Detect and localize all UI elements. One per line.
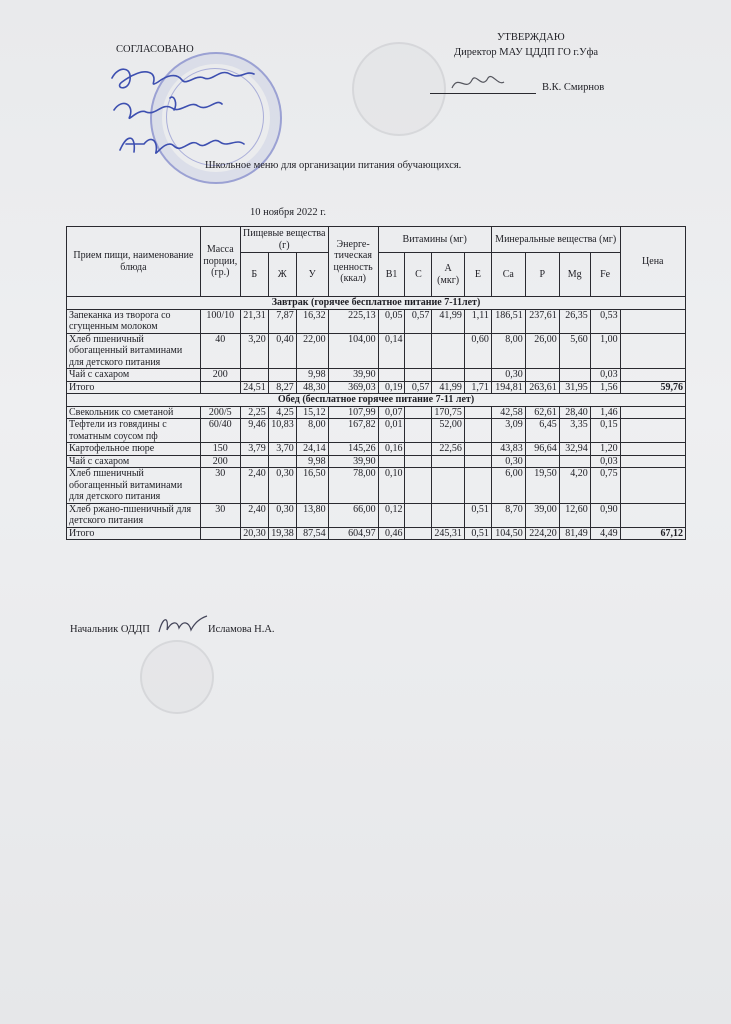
value-cell: 0,57 xyxy=(405,381,432,394)
value-cell: 0,30 xyxy=(491,369,525,382)
table-row xyxy=(67,468,686,504)
value-cell: 16,50 xyxy=(296,468,328,504)
value-cell: 604,97 xyxy=(328,527,378,540)
value-cell xyxy=(405,503,432,527)
value-cell: 2,25 xyxy=(240,406,268,419)
value-cell: 0,90 xyxy=(590,503,620,527)
value-cell xyxy=(464,406,491,419)
header-fat: Ж xyxy=(268,253,296,297)
faint-stamp xyxy=(352,42,446,136)
value-cell: 0,10 xyxy=(378,468,405,504)
value-cell xyxy=(268,369,296,382)
section-header-row xyxy=(67,394,686,407)
value-cell: 42,58 xyxy=(491,406,525,419)
value-cell: 28,40 xyxy=(559,406,590,419)
header-minerals: Минеральные вещества (мг) xyxy=(491,227,620,253)
value-cell: 15,12 xyxy=(296,406,328,419)
value-cell: 6,00 xyxy=(491,468,525,504)
header-protein: Б xyxy=(240,253,268,297)
value-cell: 200 xyxy=(200,455,240,468)
header-p: P xyxy=(525,253,559,297)
value-cell: 104,00 xyxy=(328,333,378,369)
value-cell xyxy=(432,333,465,369)
value-cell: 10,83 xyxy=(268,419,296,443)
value-cell xyxy=(559,455,590,468)
value-cell: 4,49 xyxy=(590,527,620,540)
value-cell: 200/5 xyxy=(200,406,240,419)
approval-right-label: УТВЕРЖДАЮ xyxy=(497,32,565,43)
section-title: Завтрак (горячее бесплатное питание 7-11лет) xyxy=(67,297,686,310)
value-cell: 0,60 xyxy=(464,333,491,369)
value-cell xyxy=(464,455,491,468)
footer-position: Начальник ОДДП xyxy=(70,624,150,635)
value-cell xyxy=(405,455,432,468)
section-title: Обед (бесплатное горячее питание 7-11 лет) xyxy=(67,394,686,407)
value-cell xyxy=(464,419,491,443)
value-cell: 1,00 xyxy=(590,333,620,369)
dish-name-cell: Картофельное пюре xyxy=(67,443,201,456)
value-cell: 43,83 xyxy=(491,443,525,456)
value-cell: 40 xyxy=(200,333,240,369)
value-cell: 4,20 xyxy=(559,468,590,504)
value-cell: 22,56 xyxy=(432,443,465,456)
value-cell xyxy=(620,333,685,369)
value-cell: 96,64 xyxy=(525,443,559,456)
value-cell: 104,50 xyxy=(491,527,525,540)
footer-signature xyxy=(155,612,211,638)
dish-name-cell: Хлеб пшеничный обогащенный витаминами для детского питания xyxy=(67,468,201,504)
value-cell: 263,61 xyxy=(525,381,559,394)
value-cell: 1,20 xyxy=(590,443,620,456)
value-cell: 224,20 xyxy=(525,527,559,540)
faint-stamp-bottom xyxy=(140,640,214,714)
value-cell: 8,00 xyxy=(491,333,525,369)
value-cell: 31,95 xyxy=(559,381,590,394)
header-price: Цена xyxy=(620,227,685,297)
header-vit-b1: B1 xyxy=(378,253,405,297)
value-cell: 22,00 xyxy=(296,333,328,369)
value-cell: 41,99 xyxy=(432,381,465,394)
header-nutrients: Пищевые вещества (г) xyxy=(240,227,328,253)
value-cell xyxy=(620,309,685,333)
value-cell: 24,51 xyxy=(240,381,268,394)
approval-left-label: СОГЛАСОВАНО xyxy=(116,44,194,55)
value-cell xyxy=(405,527,432,540)
value-cell: 39,90 xyxy=(328,369,378,382)
total-row xyxy=(67,381,686,394)
table-row xyxy=(67,503,686,527)
value-cell xyxy=(240,369,268,382)
header-meal: Прием пищи, наименование блюда xyxy=(67,227,201,297)
value-cell: 0,46 xyxy=(378,527,405,540)
header-carbs: У xyxy=(296,253,328,297)
handwritten-signature xyxy=(100,58,275,168)
dish-name-cell: Тефтели из говядины с томатным соусом пф xyxy=(67,419,201,443)
value-cell: 7,87 xyxy=(268,309,296,333)
value-cell: 8,27 xyxy=(268,381,296,394)
dish-name-cell: Свекольник со сметаной xyxy=(67,406,201,419)
value-cell: 26,00 xyxy=(525,333,559,369)
value-cell: 81,49 xyxy=(559,527,590,540)
value-cell: 30 xyxy=(200,503,240,527)
value-cell: 0,57 xyxy=(405,309,432,333)
value-cell: 0,30 xyxy=(268,503,296,527)
dish-name-cell: Чай с сахаром xyxy=(67,455,201,468)
value-cell: 225,13 xyxy=(328,309,378,333)
value-cell: 24,14 xyxy=(296,443,328,456)
value-cell: 9,98 xyxy=(296,369,328,382)
value-cell xyxy=(432,468,465,504)
value-cell: 87,54 xyxy=(296,527,328,540)
value-cell: 0,15 xyxy=(590,419,620,443)
total-row xyxy=(67,527,686,540)
value-cell: 41,99 xyxy=(432,309,465,333)
value-cell: 16,32 xyxy=(296,309,328,333)
value-cell: 78,00 xyxy=(328,468,378,504)
value-cell xyxy=(464,369,491,382)
value-cell xyxy=(378,369,405,382)
value-cell: 0,05 xyxy=(378,309,405,333)
value-cell: 107,99 xyxy=(328,406,378,419)
header-ca: Ca xyxy=(491,253,525,297)
value-cell: 0,30 xyxy=(491,455,525,468)
menu-table xyxy=(66,226,686,540)
approval-right-position: Директор МАУ ЦДДП ГО г.Уфа xyxy=(454,47,599,58)
dish-name-cell: Чай с сахаром xyxy=(67,369,201,382)
dish-name-cell: Итого xyxy=(67,381,201,394)
value-cell: 3,09 xyxy=(491,419,525,443)
approval-right-name: В.К. Смирнов xyxy=(542,82,605,93)
value-cell xyxy=(464,468,491,504)
value-cell xyxy=(432,503,465,527)
value-cell: 9,46 xyxy=(240,419,268,443)
value-cell: 245,31 xyxy=(432,527,465,540)
value-cell: 0,14 xyxy=(378,333,405,369)
value-cell: 19,50 xyxy=(525,468,559,504)
value-cell: 66,00 xyxy=(328,503,378,527)
value-cell xyxy=(378,455,405,468)
value-cell: 170,75 xyxy=(432,406,465,419)
value-cell xyxy=(200,381,240,394)
value-cell: 48,30 xyxy=(296,381,328,394)
table-row xyxy=(67,406,686,419)
value-cell: 0,51 xyxy=(464,527,491,540)
header-mg: Mg xyxy=(559,253,590,297)
value-cell: 1,46 xyxy=(590,406,620,419)
value-cell: 13,80 xyxy=(296,503,328,527)
value-cell: 0,16 xyxy=(378,443,405,456)
value-cell: 145,26 xyxy=(328,443,378,456)
value-cell: 0,03 xyxy=(590,369,620,382)
value-cell: 26,35 xyxy=(559,309,590,333)
value-cell: 1,56 xyxy=(590,381,620,394)
value-cell: 39,90 xyxy=(328,455,378,468)
value-cell: 2,40 xyxy=(240,468,268,504)
value-cell: 8,70 xyxy=(491,503,525,527)
value-cell xyxy=(405,443,432,456)
value-cell: 20,30 xyxy=(240,527,268,540)
value-cell: 3,79 xyxy=(240,443,268,456)
value-cell: 1,11 xyxy=(464,309,491,333)
value-cell: 237,61 xyxy=(525,309,559,333)
value-cell: 186,51 xyxy=(491,309,525,333)
value-cell: 1,71 xyxy=(464,381,491,394)
value-cell: 52,00 xyxy=(432,419,465,443)
value-cell xyxy=(559,369,590,382)
value-cell: 21,31 xyxy=(240,309,268,333)
value-cell xyxy=(405,468,432,504)
dish-name-cell: Хлеб пшеничный обогащенный витаминами для детского питания xyxy=(67,333,201,369)
header-fe: Fe xyxy=(590,253,620,297)
header-mass: Масса порции, (гр.) xyxy=(200,227,240,297)
value-cell xyxy=(620,406,685,419)
value-cell: 32,94 xyxy=(559,443,590,456)
value-cell: 0,51 xyxy=(464,503,491,527)
value-cell: 67,12 xyxy=(620,527,685,540)
value-cell xyxy=(405,419,432,443)
value-cell: 3,70 xyxy=(268,443,296,456)
table-row xyxy=(67,455,686,468)
value-cell xyxy=(405,369,432,382)
header-vit-e: Е xyxy=(464,253,491,297)
value-cell xyxy=(405,333,432,369)
value-cell xyxy=(620,443,685,456)
table-row xyxy=(67,309,686,333)
value-cell: 19,38 xyxy=(268,527,296,540)
value-cell: 0,03 xyxy=(590,455,620,468)
director-signature xyxy=(448,70,508,96)
value-cell xyxy=(620,369,685,382)
value-cell xyxy=(525,455,559,468)
value-cell: 4,25 xyxy=(268,406,296,419)
value-cell: 0,12 xyxy=(378,503,405,527)
value-cell: 62,61 xyxy=(525,406,559,419)
value-cell xyxy=(240,455,268,468)
value-cell: 0,07 xyxy=(378,406,405,419)
value-cell: 100/10 xyxy=(200,309,240,333)
table-row xyxy=(67,333,686,369)
value-cell: 0,75 xyxy=(590,468,620,504)
value-cell xyxy=(620,468,685,504)
header-vit-a: А (мкг) xyxy=(432,253,465,297)
table-row xyxy=(67,419,686,443)
value-cell: 369,03 xyxy=(328,381,378,394)
value-cell: 60/40 xyxy=(200,419,240,443)
value-cell xyxy=(405,406,432,419)
value-cell: 59,76 xyxy=(620,381,685,394)
value-cell xyxy=(525,369,559,382)
value-cell xyxy=(432,369,465,382)
table-row xyxy=(67,369,686,382)
value-cell: 39,00 xyxy=(525,503,559,527)
value-cell: 2,40 xyxy=(240,503,268,527)
value-cell: 150 xyxy=(200,443,240,456)
value-cell: 12,60 xyxy=(559,503,590,527)
value-cell: 8,00 xyxy=(296,419,328,443)
header-vit-c: С xyxy=(405,253,432,297)
value-cell: 0,40 xyxy=(268,333,296,369)
value-cell: 194,81 xyxy=(491,381,525,394)
value-cell xyxy=(432,455,465,468)
dish-name-cell: Итого xyxy=(67,527,201,540)
header-vitamins: Витамины (мг) xyxy=(378,227,491,253)
value-cell xyxy=(620,455,685,468)
value-cell xyxy=(620,503,685,527)
dish-name-cell: Хлеб ржано-пшеничный для детского питания xyxy=(67,503,201,527)
document-date: 10 ноября 2022 г. xyxy=(250,207,327,218)
value-cell: 3,35 xyxy=(559,419,590,443)
value-cell xyxy=(464,443,491,456)
value-cell: 167,82 xyxy=(328,419,378,443)
value-cell xyxy=(200,527,240,540)
document-title: Школьное меню для организации питания обучающихся. xyxy=(205,160,462,171)
value-cell: 0,30 xyxy=(268,468,296,504)
value-cell: 30 xyxy=(200,468,240,504)
dish-name-cell: Запеканка из творога со сгущенным молоком xyxy=(67,309,201,333)
footer-name: Исламова Н.А. xyxy=(208,624,275,635)
table-row xyxy=(67,443,686,456)
value-cell: 200 xyxy=(200,369,240,382)
value-cell xyxy=(268,455,296,468)
value-cell: 3,20 xyxy=(240,333,268,369)
section-header-row xyxy=(67,297,686,310)
value-cell: 0,53 xyxy=(590,309,620,333)
value-cell xyxy=(620,419,685,443)
value-cell: 6,45 xyxy=(525,419,559,443)
value-cell: 0,19 xyxy=(378,381,405,394)
value-cell: 9,98 xyxy=(296,455,328,468)
header-energy: Энерге-тическая ценность (ккал) xyxy=(328,227,378,297)
value-cell: 5,60 xyxy=(559,333,590,369)
value-cell: 0,01 xyxy=(378,419,405,443)
